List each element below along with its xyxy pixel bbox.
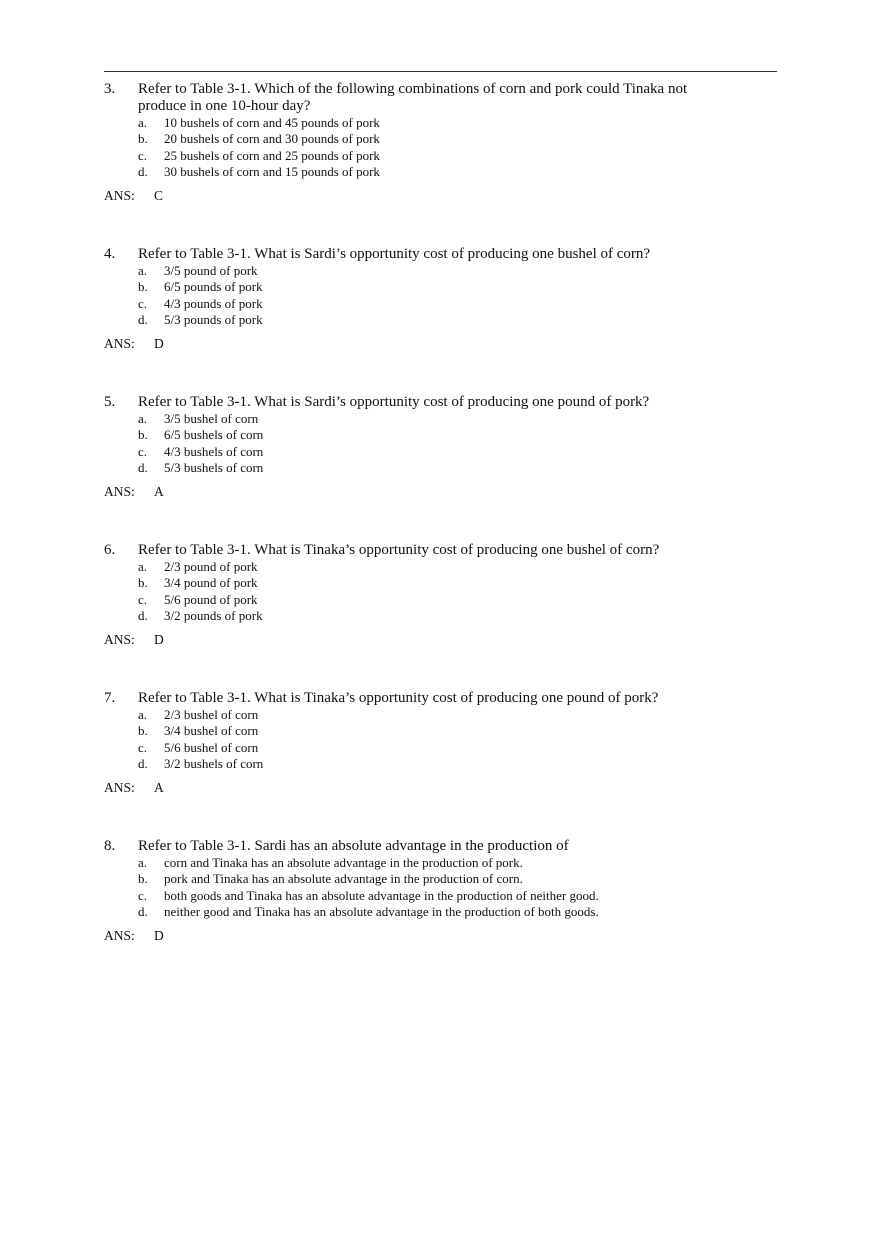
option-letter: a. [138, 855, 148, 870]
answer-label: ANS: [104, 927, 135, 943]
option-letter: a. [138, 559, 148, 574]
answer-value: C [154, 187, 164, 203]
question-text: Refer to Table 3-1. Which of the following combinations of corn and pork could Tinaka not produce in one 10-hour day? [138, 81, 688, 114]
option-text: 2/3 bushel of corn [164, 707, 259, 722]
option-letter: d. [138, 904, 148, 920]
option-letter: c. [138, 887, 148, 903]
option-b [104, 427, 744, 443]
question-number: 5. [104, 394, 116, 410]
question-stem [104, 246, 744, 263]
option-text: 5/3 bushels of corn [164, 460, 264, 476]
option-list [104, 559, 744, 625]
option-letter: b. [138, 279, 148, 295]
option-d [104, 164, 744, 180]
question-5 [104, 394, 744, 500]
answer-value: A [154, 779, 164, 795]
option-letter: d. [138, 756, 148, 772]
answer-value: D [154, 631, 164, 647]
answer-line [104, 484, 744, 500]
option-letter: d. [138, 312, 148, 328]
question-4 [104, 246, 744, 352]
question-6 [104, 542, 744, 648]
option-a [104, 559, 744, 575]
option-letter: c. [138, 147, 148, 163]
option-c [104, 888, 744, 904]
option-letter: a. [138, 115, 148, 130]
option-c [104, 296, 744, 312]
option-letter: c. [138, 443, 148, 459]
option-text: 5/6 pound of pork [164, 591, 258, 607]
option-letter: d. [138, 164, 148, 180]
option-text: corn and Tinaka has an absolute advantage in the production of pork. [164, 855, 523, 870]
answer-line [104, 928, 744, 944]
option-text: pork and Tinaka has an absolute advantage in the production of corn. [164, 871, 523, 887]
option-text: 4/3 bushels of corn [164, 443, 264, 459]
option-letter: a. [138, 263, 148, 278]
option-letter: a. [138, 411, 148, 426]
answer-line [104, 336, 744, 352]
option-text: 4/3 pounds of pork [164, 295, 263, 311]
option-b [104, 131, 744, 147]
option-d [104, 460, 744, 476]
option-text: both goods and Tinaka has an absolute advantage in the production of neither good. [164, 887, 599, 903]
option-text: 3/2 bushels of corn [164, 756, 264, 772]
option-letter: c. [138, 739, 148, 755]
question-stem [104, 542, 744, 559]
option-text: 3/2 pounds of pork [164, 608, 263, 624]
option-a [104, 411, 744, 427]
option-text: 25 bushels of corn and 25 pounds of pork [164, 147, 380, 163]
option-c [104, 444, 744, 460]
answer-value: D [154, 335, 164, 351]
option-text: 10 bushels of corn and 45 pounds of pork [164, 115, 380, 130]
option-letter: b. [138, 723, 148, 739]
option-c [104, 592, 744, 608]
option-a [104, 263, 744, 279]
question-text: Refer to Table 3-1. What is Sardi’s opportunity cost of producing one pound of pork? [138, 394, 650, 410]
option-letter: a. [138, 707, 148, 722]
option-d [104, 756, 744, 772]
option-text: 3/4 bushel of corn [164, 723, 259, 739]
question-text: Refer to Table 3-1. What is Sardi’s opportunity cost of producing one bushel of corn? [138, 246, 651, 262]
option-text: 6/5 pounds of pork [164, 279, 263, 295]
answer-line [104, 632, 744, 648]
question-8 [104, 838, 744, 944]
option-c [104, 148, 744, 164]
question-number: 6. [104, 542, 116, 558]
option-text: 20 bushels of corn and 30 pounds of pork [164, 131, 380, 147]
option-c [104, 740, 744, 756]
answer-line [104, 188, 744, 204]
option-text: 3/5 pound of pork [164, 263, 258, 278]
option-text: 5/6 bushel of corn [164, 739, 259, 755]
option-a [104, 707, 744, 723]
option-d [104, 312, 744, 328]
option-text: neither good and Tinaka has an absolute advantage in the production of both goods. [164, 904, 599, 920]
option-b [104, 279, 744, 295]
option-letter: b. [138, 427, 148, 443]
option-text: 30 bushels of corn and 15 pounds of pork [164, 164, 380, 180]
option-letter: b. [138, 131, 148, 147]
option-d [104, 904, 744, 920]
option-text: 2/3 pound of pork [164, 559, 258, 574]
option-letter: d. [138, 608, 148, 624]
question-stem [104, 690, 744, 707]
question-7 [104, 690, 744, 796]
option-letter: c. [138, 591, 148, 607]
option-text: 6/5 bushels of corn [164, 427, 264, 443]
option-letter: b. [138, 871, 148, 887]
option-list [104, 115, 744, 181]
option-b [104, 871, 744, 887]
answer-value: D [154, 927, 164, 943]
option-a [104, 115, 744, 131]
answer-label: ANS: [104, 335, 135, 351]
question-stem [104, 81, 744, 115]
answer-line [104, 780, 744, 796]
question-text: Refer to Table 3-1. What is Tinaka’s opportunity cost of producing one bushel of corn? [138, 542, 660, 558]
answer-label: ANS: [104, 483, 135, 499]
option-letter: c. [138, 295, 148, 311]
answer-value: A [154, 483, 164, 499]
option-list [104, 263, 744, 329]
question-text: Refer to Table 3-1. Sardi has an absolute advantage in the production of [138, 838, 569, 854]
question-3 [104, 81, 744, 204]
question-number: 3. [104, 81, 116, 97]
answer-label: ANS: [104, 779, 135, 795]
option-text: 3/5 bushel of corn [164, 411, 259, 426]
answer-label: ANS: [104, 631, 135, 647]
question-text: Refer to Table 3-1. What is Tinaka’s opportunity cost of producing one pound of pork? [138, 690, 659, 706]
option-letter: d. [138, 460, 148, 476]
option-a [104, 855, 744, 871]
option-letter: b. [138, 575, 148, 591]
option-text: 5/3 pounds of pork [164, 312, 263, 328]
question-stem [104, 838, 744, 855]
option-list [104, 855, 744, 921]
question-stem [104, 394, 744, 411]
option-list [104, 707, 744, 773]
question-number: 4. [104, 246, 116, 262]
option-d [104, 608, 744, 624]
option-text: 3/4 pound of pork [164, 575, 258, 591]
question-number: 7. [104, 690, 116, 706]
question-number: 8. [104, 838, 116, 854]
answer-label: ANS: [104, 187, 135, 203]
option-list [104, 411, 744, 477]
option-b [104, 575, 744, 591]
option-b [104, 723, 744, 739]
header-rule [104, 71, 777, 72]
